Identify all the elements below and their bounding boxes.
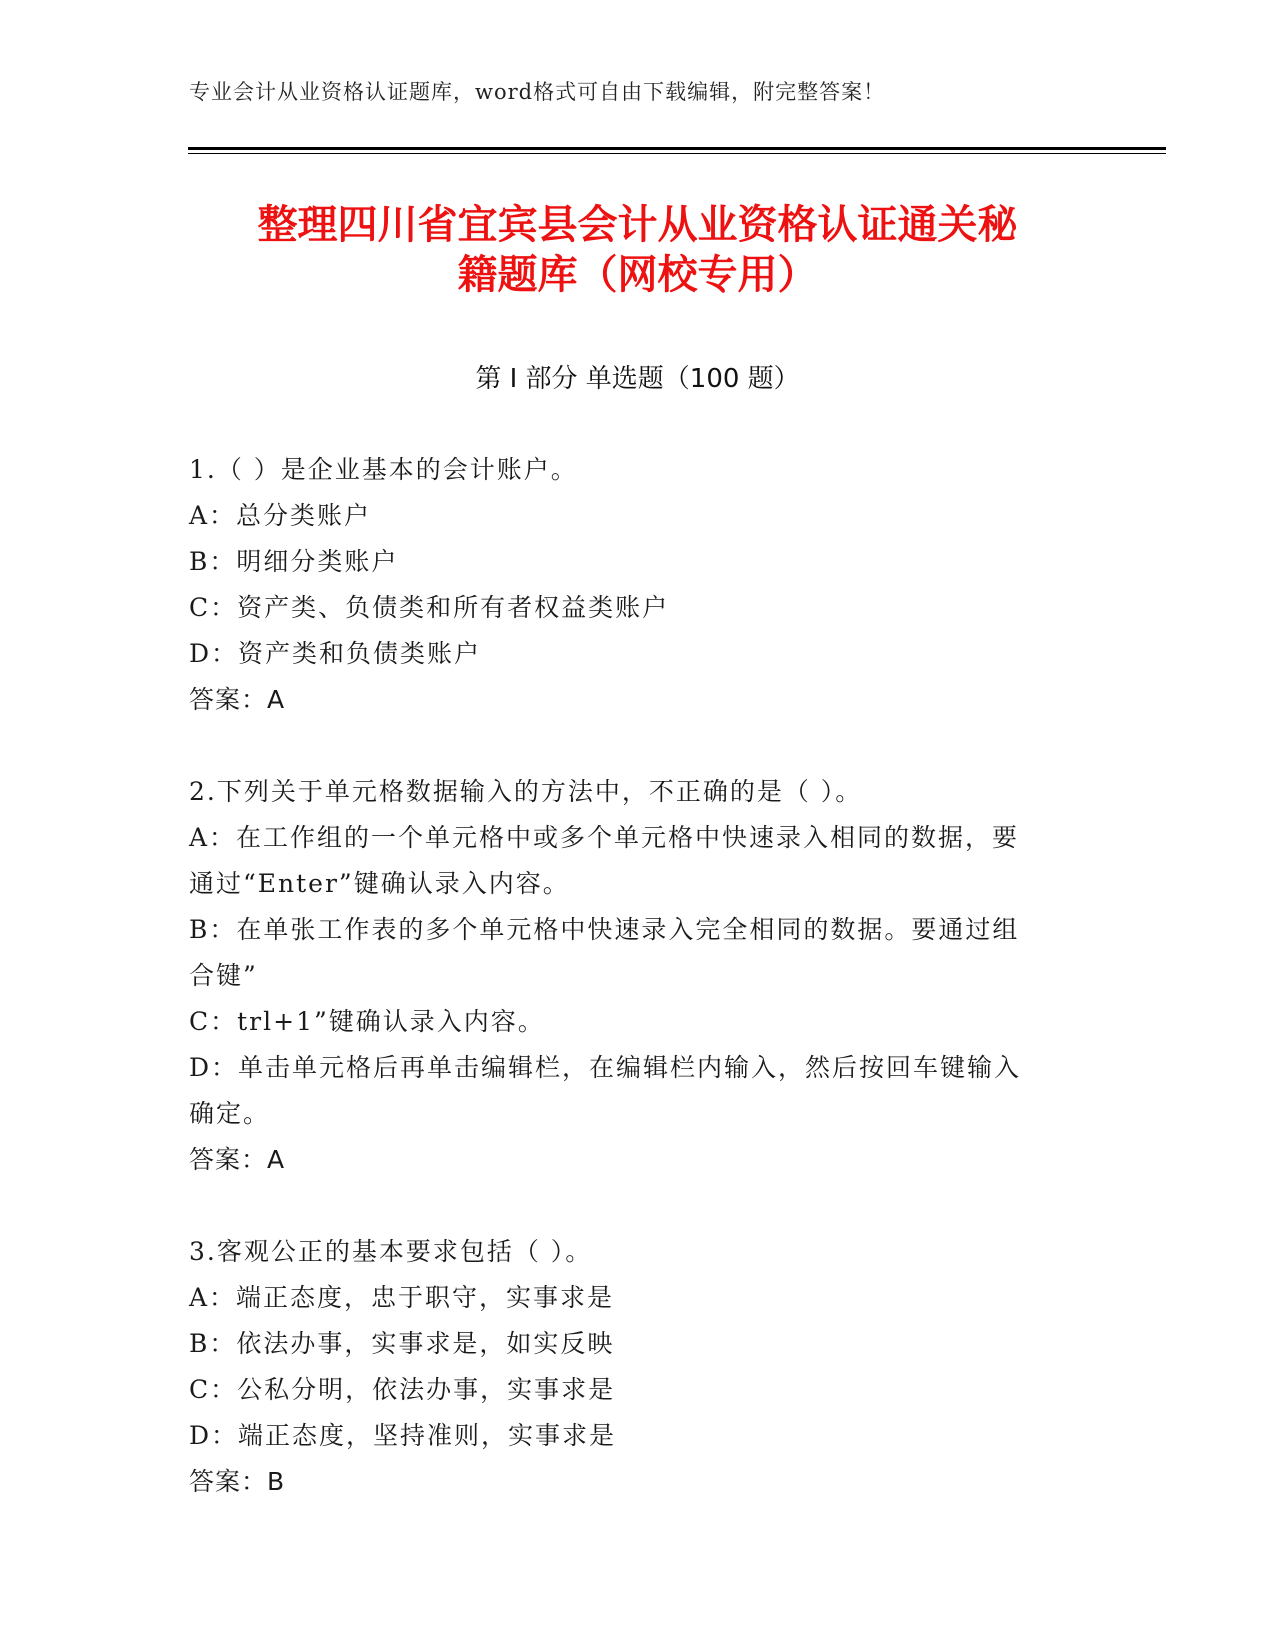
answer-line: 答案：A — [189, 1145, 286, 1174]
question-3 — [189, 1229, 1089, 1505]
answer-line: 答案：B — [189, 1467, 286, 1496]
question-stem: 1.（ ）是企业基本的会计账户。 — [189, 455, 578, 484]
option-line: B：依法办事，实事求是，如实反映 — [189, 1329, 615, 1358]
section-heading: 第 I 部分 单选题（100 题） — [475, 364, 800, 394]
option-line: D：端正态度，坚持准则，实事求是 — [189, 1421, 617, 1450]
option-line: 合键” — [189, 961, 258, 990]
option-line: B：在单张工作表的多个单元格中快速录入完全相同的数据。要通过组 — [189, 915, 1020, 944]
header-rule-thick — [188, 147, 1166, 150]
option-line: A：在工作组的一个单元格中或多个单元格中快速录入相同的数据，要 — [189, 823, 1020, 852]
question-stem: 2.下列关于单元格数据输入的方法中，不正确的是（ ）。 — [189, 777, 863, 806]
document-title — [150, 200, 1125, 300]
option-line: D：单击单元格后再单击编辑栏，在编辑栏内输入，然后按回车键输入 — [189, 1053, 1022, 1082]
answer-line: 答案：A — [189, 685, 286, 714]
option-line: 确定。 — [189, 1099, 271, 1128]
option-line: A：总分类账户 — [189, 501, 372, 530]
option-line: 通过“Enter”键确认录入内容。 — [189, 869, 570, 898]
option-line: C：资产类、负债类和所有者权益类账户 — [189, 593, 670, 622]
option-line: D：资产类和负债类账户 — [189, 639, 482, 668]
question-1 — [189, 447, 1089, 723]
option-line: C：公私分明，依法办事，实事求是 — [189, 1375, 616, 1404]
document-title-line-2: 籍题库（网校专用） — [457, 252, 818, 298]
question-list — [189, 447, 1089, 1551]
document-title-line-1: 整理四川省宜宾县会计从业资格认证通关秘 — [257, 202, 1018, 248]
option-line: C：trl+1”键确认录入内容。 — [189, 1007, 545, 1036]
option-line: A：端正态度，忠于职守，实事求是 — [189, 1283, 615, 1312]
page-header: 专业会计从业资格认证题库，word格式可自由下载编辑，附完整答案！ — [189, 80, 886, 104]
header-rule-thin — [188, 153, 1166, 154]
question-stem: 3.客观公正的基本要求包括（ ）。 — [189, 1237, 593, 1266]
question-2 — [189, 769, 1089, 1183]
option-line: B：明细分类账户 — [189, 547, 399, 576]
